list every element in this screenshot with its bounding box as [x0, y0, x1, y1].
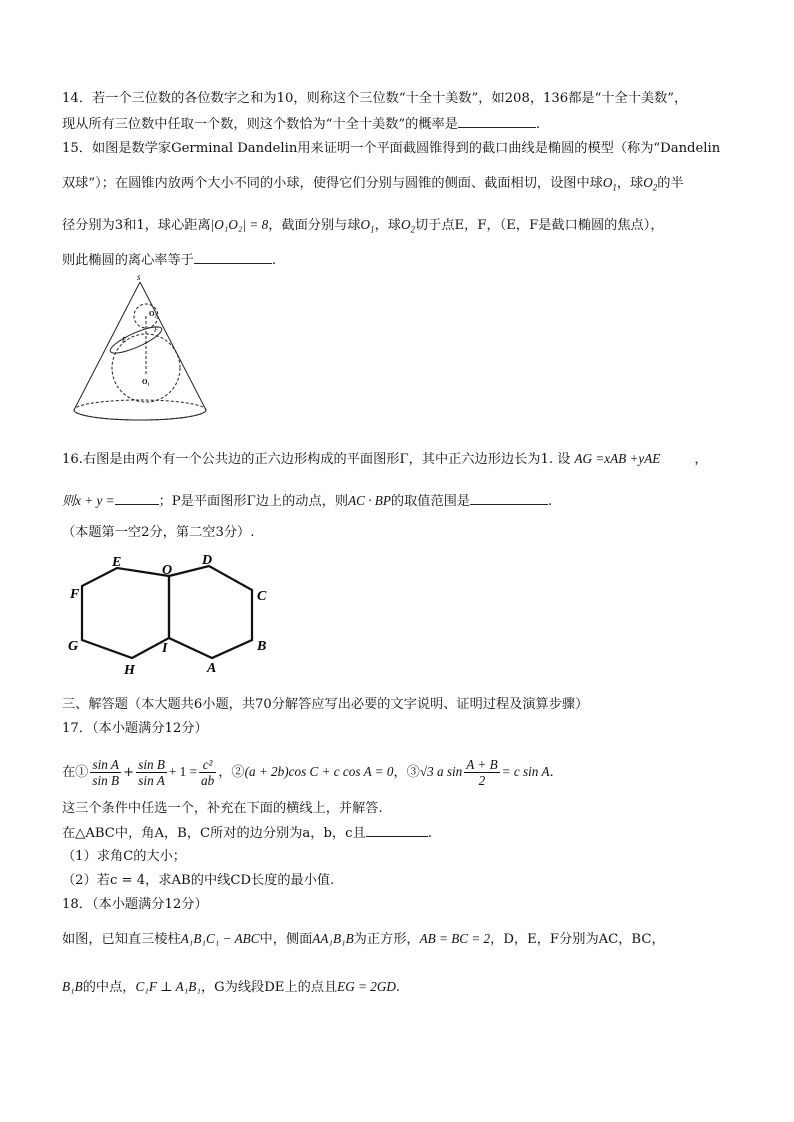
q16-line1-end: ， [694, 452, 708, 467]
q15-line4 [62, 251, 754, 270]
q16-note: （本题第一空2分，第二空3分）. [62, 525, 255, 540]
q18-b1b: B₁B [62, 979, 83, 994]
q16-blank-1 [115, 492, 159, 505]
q17-frac-sinA-sinB: $\frac{\text{sin A}}{\text{sin B}}$ [92, 757, 120, 788]
right-hexagon [169, 566, 252, 658]
fig-label-f: F [154, 326, 159, 334]
left-hexagon [82, 568, 169, 658]
q15-answer-blank [194, 251, 272, 264]
q18-line2d: . [395, 980, 401, 995]
q16-blank-2 [470, 492, 548, 505]
q17-line2: 这三个条件中任选一个，补充在下面的横线上，并解答. [62, 801, 383, 816]
q17-endp: . [549, 765, 554, 780]
q18-title: 18．（本小题满分12分） [62, 897, 208, 912]
q15-line1: 15．如图是数学家Germinal Dandelin用来证明一个平面截圆锥得到的截口曲线是椭圆的模型（称为“Dandelin [62, 141, 721, 156]
q18-line1b: 中，侧面 [259, 932, 313, 947]
q15-line3b: ，截面分别与球 [268, 218, 361, 233]
q17-condition-blank [366, 824, 428, 837]
cone-left-side [74, 282, 140, 410]
q17-pre: 在① [62, 765, 89, 780]
q18-line1c: 为正方形， [353, 932, 420, 947]
q14-answer-blank [458, 115, 536, 128]
fig-label-s: s [137, 272, 141, 282]
q18-prism: A₁B₁C₁ − ABC [180, 931, 260, 946]
q15-line3a: 径分别为3和1，球心距离 [62, 218, 211, 233]
q18-perp: C₁F ⊥ A₁B₁ [135, 979, 201, 994]
q17-frac-sinB-sinA: $\frac{\text{sin B}}{\text{sin A}}$ [138, 757, 165, 788]
q15-line3c: ，球 [374, 218, 401, 233]
q17-conditions [62, 752, 754, 792]
q17-line3 [62, 824, 754, 843]
hex-label-a: A [207, 661, 217, 676]
cone-base-front [74, 410, 206, 420]
fig-label-e: E [122, 336, 127, 344]
cone-right-side [140, 282, 206, 410]
q15-line2c: 的半 [657, 176, 684, 191]
q14-line1: 14．若一个三位数的各位数字之和为10，则称这个三位数“十全十美数”，如208，136都是“十全十美数”， [62, 91, 688, 106]
q18-eq: AB = BC = 2 [419, 931, 491, 946]
q18-eg: EG = 2GD [337, 979, 396, 994]
q15-o1: $O_1$ [602, 175, 617, 193]
q16-dot-product: AC · BP [348, 493, 391, 508]
hex-label-o: O [162, 563, 173, 578]
q15-end: . [271, 253, 277, 268]
q16-x-plus-y: 则x + y = [62, 493, 115, 508]
q18-line1d: ，D，E，F分别为AC，BC， [490, 932, 665, 947]
q17-plus: + [123, 765, 135, 780]
q18-line1a: 如图，已知直三棱柱 [62, 932, 181, 947]
q15-line3d: 切于点E，F，（E，F是截口椭圆的焦点）， [414, 218, 664, 233]
hex-label-f: F [70, 587, 80, 602]
q16-line1a: 16.右图是由两个有一个公共边的正六边形构成的平面图形Γ，其中正六边形边长为1. 设 [62, 452, 571, 467]
q15-line4-text: 则此椭圆的离心率等于 [62, 253, 194, 268]
section-3-header: 三、解答题（本大题共6小题，共70分解答应写出必要的文字说明、证明过程及演算步骤） [62, 697, 589, 712]
q15-o2-b: $O_2$ [400, 217, 415, 235]
hex-label-h: H [124, 663, 135, 678]
q17-condition-3a: √3 a sin [419, 764, 463, 779]
q18-line1 [62, 930, 754, 949]
q15-distance: |O₁O₂| = 8 [210, 217, 269, 232]
hex-label-g: G [68, 639, 79, 654]
q17-line3-end: . [427, 826, 432, 841]
q18-line2b: 的中点， [82, 980, 136, 995]
double-hexagon-figure [62, 552, 292, 682]
hex-label-c: C [257, 589, 267, 604]
q17-c3: ，③ [393, 765, 420, 780]
q17-part2: （2）若c = 4，求AB的中线CD长度的最小值. [62, 873, 335, 888]
q16-end: . [548, 494, 553, 509]
q16-line2c: 的取值范围是 [390, 494, 471, 509]
q18-line2 [62, 978, 754, 997]
hex-label-e: E [112, 555, 122, 570]
q17-frac-AB-2: $\frac{A + B}{2}$ [466, 757, 498, 788]
q15-line3 [62, 216, 754, 239]
hex-label-d: D [202, 553, 213, 568]
q15-line2b: ，球 [616, 176, 644, 191]
q17-c2: ，② [218, 765, 245, 780]
q17-condition-2: (a + 2b)cos C + c cos A = 0 [244, 764, 394, 779]
fig-label-o2: O₂ [149, 310, 157, 318]
q17-plus-one: + 1 = [168, 764, 197, 779]
q15-o2: $O_2$ [643, 175, 658, 193]
q17-frac-c2-ab: $\frac{\text{c²}}{ab}$ [201, 757, 215, 788]
q16-line2b: ；P是平面图形Γ边上的动点，则 [158, 494, 349, 509]
q18-face: AA₁B₁B [312, 931, 354, 946]
q15-line2 [62, 174, 754, 197]
q14-line2 [62, 115, 754, 134]
q16-vector-eq: AG =xAB +yAE [574, 451, 661, 466]
fig-label-o1: O₁ [142, 378, 150, 386]
q16-line1 [62, 450, 754, 469]
q18-line2c: ，G为线段DE上的点且 [200, 980, 338, 995]
q15-line2a: 双球”）；在圆锥内放两个大小不同的小球，使得它们分别与圆锥的侧面、截面相切，设图中球 [62, 176, 603, 191]
hex-label-b: B [257, 639, 267, 654]
q17-line3-text: 在△ABC中，角A，B，C所对的边分别为a，b，c且 [62, 826, 366, 841]
dandelin-cone-figure [62, 272, 212, 424]
q17-title: 17．（本小题满分12分） [62, 721, 208, 736]
hex-label-i: I [162, 641, 168, 656]
q16-line2 [62, 492, 754, 511]
q14-end: . [535, 117, 541, 132]
q15-o1-b: $O_1$ [360, 217, 375, 235]
q14-text: 现从所有三位数中任取一个数，则这个数恰为“十全十美数”的概率是 [62, 117, 458, 132]
q17-condition-3b: = c sin A [501, 764, 550, 779]
q17-part1: （1）求角C的大小； [62, 849, 186, 864]
